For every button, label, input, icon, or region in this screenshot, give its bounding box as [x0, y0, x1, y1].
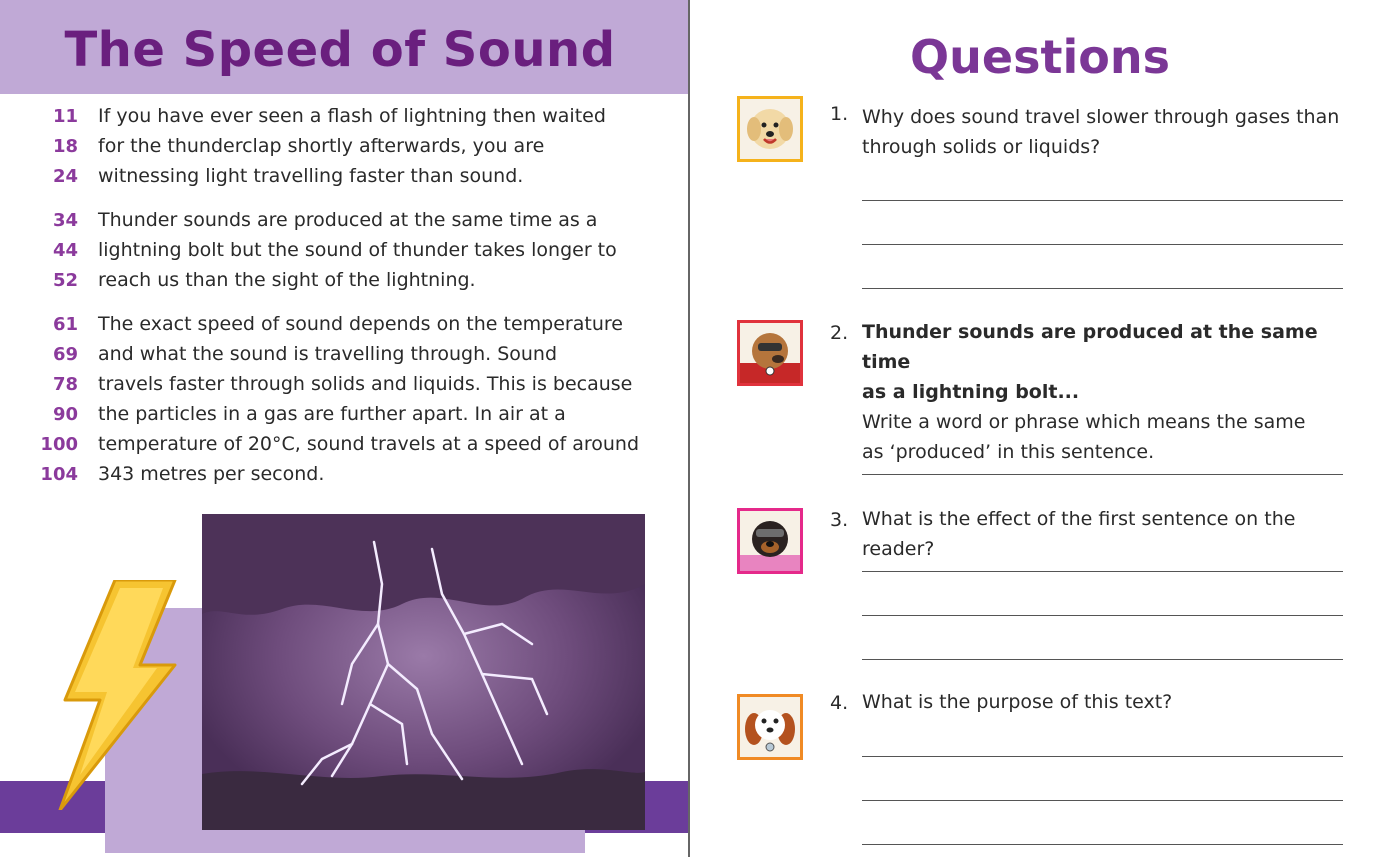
question-line: as ‘produced’ in this sentence. — [862, 441, 1155, 463]
line-text: the particles in a gas are further apart. In air at a — [98, 403, 566, 425]
text-line — [30, 205, 670, 235]
answer-line[interactable] — [862, 756, 1343, 757]
text-line — [30, 235, 670, 265]
paragraph-2 — [30, 205, 670, 295]
questions-title: Questions — [910, 30, 1170, 84]
cavalier-spaniel-icon — [737, 694, 803, 760]
answer-line[interactable] — [862, 244, 1343, 245]
text-line — [30, 429, 670, 459]
lightning-storm-image — [202, 514, 645, 830]
text-line — [30, 265, 670, 295]
question-line: What is the purpose of this text? — [862, 691, 1173, 713]
line-text: If you have ever seen a flash of lightning then waited — [98, 105, 606, 127]
text-line — [30, 309, 670, 339]
question-number: 1. — [830, 103, 849, 125]
line-number: 100 — [40, 433, 78, 455]
golden-retriever-icon — [737, 96, 803, 162]
question-3-text — [862, 504, 1352, 564]
line-number: 104 — [40, 463, 78, 485]
question-number: 4. — [830, 692, 849, 714]
line-text: and what the sound is travelling through. Sound — [98, 343, 558, 365]
rottweiler-icon — [737, 508, 803, 574]
line-text: reach us than the sight of the lightning. — [98, 269, 476, 291]
question-line: through solids or liquids? — [862, 136, 1101, 158]
question-line: Why does sound travel slower through gases than — [862, 106, 1340, 128]
line-number: 61 — [52, 313, 78, 335]
answer-line[interactable] — [862, 571, 1343, 572]
question-number: 2. — [830, 322, 849, 344]
line-text: lightning bolt but the sound of thunder takes longer to — [98, 239, 617, 261]
text-line — [30, 131, 670, 161]
lightning-bolt-icon — [45, 580, 180, 810]
line-number: 90 — [52, 403, 78, 425]
answer-line[interactable] — [862, 615, 1343, 616]
question-line: as a lightning bolt... — [862, 381, 1080, 403]
page-title: The Speed of Sound — [64, 22, 616, 78]
question-1-text — [862, 102, 1352, 162]
answer-line[interactable] — [862, 844, 1343, 845]
text-line — [30, 161, 670, 191]
text-line — [30, 339, 670, 369]
text-line — [30, 101, 670, 131]
line-text: temperature of 20°C, sound travels at a speed of around — [98, 433, 640, 455]
line-number: 24 — [52, 165, 78, 187]
question-line: Thunder sounds are produced at the same time — [862, 321, 1318, 373]
paragraph-3 — [30, 309, 670, 489]
paragraph-1 — [30, 101, 670, 191]
line-number: 18 — [52, 135, 78, 157]
question-line: Write a word or phrase which means the same — [862, 411, 1306, 433]
line-text: travels faster through solids and liquids. This is because — [98, 373, 633, 395]
question-line: What is the effect of the first sentence on the reader? — [862, 508, 1296, 560]
text-line — [30, 399, 670, 429]
page-divider — [688, 0, 690, 857]
line-number: 11 — [52, 105, 78, 127]
answer-line[interactable] — [862, 474, 1343, 475]
line-number: 52 — [52, 269, 78, 291]
line-text: 343 metres per second. — [98, 463, 325, 485]
question-4-text — [862, 687, 1352, 717]
line-text: Thunder sounds are produced at the same time as a — [98, 209, 598, 231]
answer-line[interactable] — [862, 800, 1343, 801]
line-text: for the thunderclap shortly afterwards, you are — [98, 135, 545, 157]
question-2-text — [862, 317, 1352, 467]
line-number: 34 — [52, 209, 78, 231]
line-text: The exact speed of sound depends on the temperature — [98, 313, 623, 335]
text-line — [30, 369, 670, 399]
answer-line[interactable] — [862, 288, 1343, 289]
line-number: 69 — [52, 343, 78, 365]
airedale-terrier-icon — [737, 320, 803, 386]
line-number: 44 — [52, 239, 78, 261]
question-number: 3. — [830, 509, 849, 531]
answer-line[interactable] — [862, 659, 1343, 660]
answer-line[interactable] — [862, 200, 1343, 201]
line-text: witnessing light travelling faster than sound. — [98, 165, 524, 187]
line-number: 78 — [52, 373, 78, 395]
text-line — [30, 459, 670, 489]
